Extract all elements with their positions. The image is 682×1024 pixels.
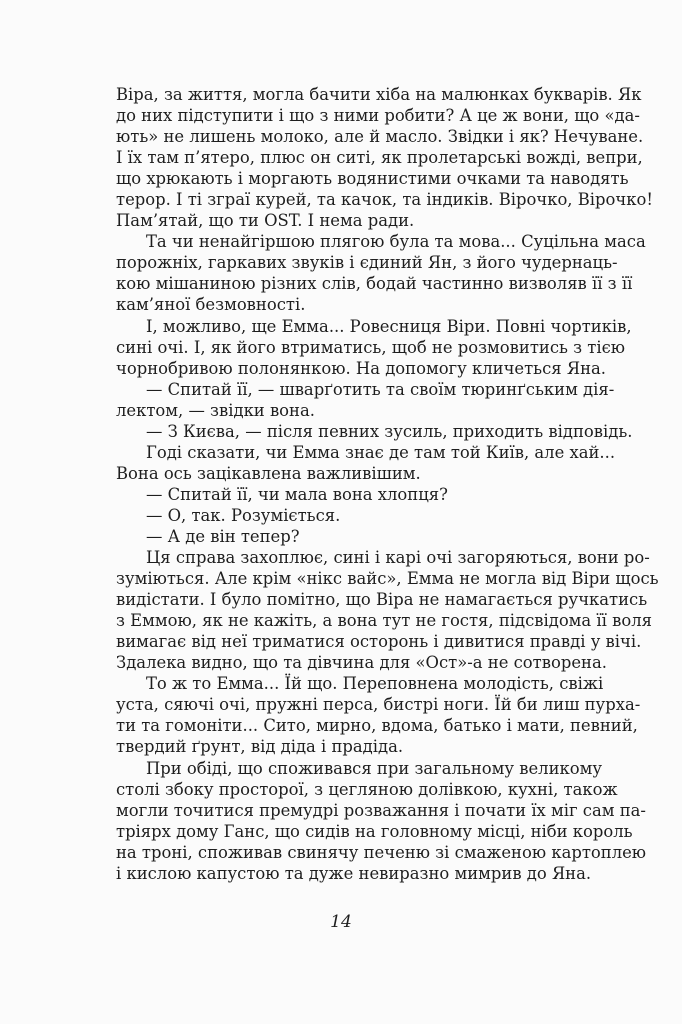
text-line: І, можливо, ще Емма... Ровесниця Віри. Повні чортиків, xyxy=(146,316,632,336)
text-line: до них підступити і що з ними робити? А це ж вони, що «да- xyxy=(116,106,640,126)
text-line: кам’яної безмовності. xyxy=(116,295,306,315)
text-line: При обіді, що споживався при загальному великому xyxy=(146,758,603,778)
text-line: з Еммою, як не кажіть, а вона тут не гостя, підсвідома її воля xyxy=(116,611,652,631)
text-line: зуміються. Але крім «нікс вайс», Емма не могла від Віри щось xyxy=(116,569,659,589)
text-line: на троні, споживав свинячу печеню зі смаженою картоплею xyxy=(116,842,647,862)
text-line: порожніх, гаркавих звуків і єдиний Ян, з його чудернаць- xyxy=(116,253,618,273)
text-line: твердий ґрунт, від діда і прадіда. xyxy=(116,737,404,757)
text-line: вимагає від неї триматися осторонь і дивитися правді у вічі. xyxy=(116,632,642,652)
text-line: кою мішаниною різних слів, бодай частинно визволяв її з її xyxy=(116,274,633,294)
text-line: Здалека видно, що та дівчина для «Ост»-а не сотворена. xyxy=(116,653,607,673)
text-line: — О, так. Розуміється. xyxy=(146,505,341,525)
text-line: Пам’ятай, що ти OST. І нема ради. xyxy=(116,211,415,231)
text-line: — Спитай її, чи мала вона хлопця? xyxy=(146,484,448,504)
text-line: Та чи ненайгіршою плягою була та мова... Суцільна маса xyxy=(146,232,646,252)
text-line: Годі сказати, чи Емма знає де там той Київ, але хай... xyxy=(146,442,616,462)
body-text xyxy=(116,84,659,884)
text-line: Віра, за життя, могла бачити хіба на малюнках букварів. Як xyxy=(116,85,642,104)
text-line: сині очі. І, як його втриматись, щоб не розмовитись з тією xyxy=(116,337,626,357)
text-line: Вона ось зацікавлена важливішим. xyxy=(116,463,421,483)
text-line: ти та гомоніти... Сито, мирно, вдома, батько і мати, певний, xyxy=(116,716,638,736)
page-number: 14 xyxy=(330,912,352,932)
text-line: і кислою капустою та дуже невиразно мимрив до Яна. xyxy=(116,863,592,883)
text-line: могли точитися премудрі розважання і почати їх міг сам па- xyxy=(116,800,646,820)
text-line: Ця справа захоплює, сині і карі очі загоряються, вони ро- xyxy=(146,548,650,568)
text-line: столі збоку просторої, з цегляною долівкою, кухні, також xyxy=(116,779,618,799)
text-line: уста, сяючі очі, пружні перса, бистрі ноги. Їй би лиш пурха- xyxy=(116,695,641,715)
text-line: чорнобривою полонянкою. На допомогу кличеться Яна. xyxy=(116,358,606,378)
text-line: що хрюкають і моргають водянистими очками та наводять xyxy=(116,169,629,189)
text-line: тріярх дому Ганс, що сидів на головному місці, ніби король xyxy=(116,821,633,841)
text-line: — Спитай її, — шварґотить та своїм тюринґським дія- xyxy=(146,379,615,399)
text-line: ють» не лишень молоко, але й масло. Звідки і як? Нечуване. xyxy=(116,127,644,147)
text-line: То ж то Емма... Їй що. Переповнена молодість, свіжі xyxy=(146,674,604,694)
text-line: видістати. І було помітно, що Віра не намагається ручкатись xyxy=(116,590,648,610)
text-line: терор. І ті зграї курей, та качок, та індиків. Вірочко, Вірочко! xyxy=(116,190,653,210)
text-line: — А де він тепер? xyxy=(146,526,300,546)
text-line: — З Києва, — після певних зусиль, приходить відповідь. xyxy=(146,421,633,441)
text-line: лектом, — звідки вона. xyxy=(116,400,315,420)
text-line: І їх там п’ятеро, плюс он ситі, як пролетарські вожді, вепри, xyxy=(116,148,643,168)
